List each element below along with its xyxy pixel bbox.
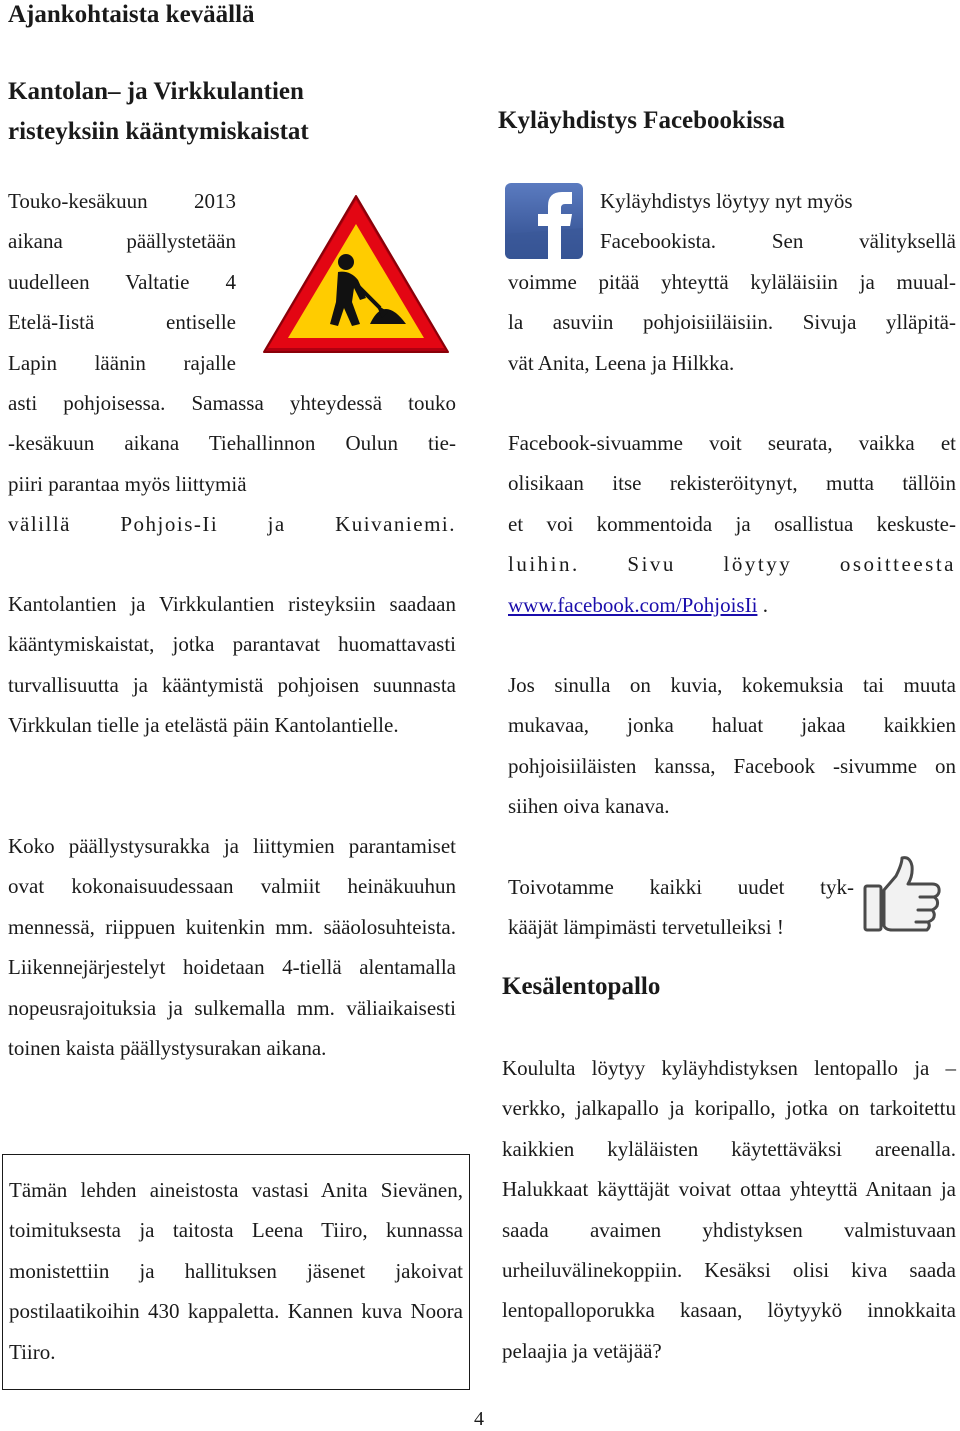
text-line: Touko-kesäkuun 2013: [8, 189, 236, 213]
text-line: -kesäkuun aikana Tiehallinnon Oulun tie-: [8, 431, 456, 456]
schedule-paragraph: Koko päällystysurakka ja liittymien parantamiset ovat kokonaisuudessaan valmiit heinäkuuhun mennessä, riippuen kuitenkin mm. sääolosuhteista. Liikennejärjestelyt hoidetaan 4-tiellä alentamalla nopeusrajoituksia ja sulkemalla mm. väliaikaisesti toinen kaista päällystysurakan aikana.: [8, 834, 456, 1061]
volleyball-paragraph: Koululta löytyy kyläyhdistyksen lentopallo ja –verkko, jalkapallo ja koripallo, jotka on tarkoitettu kaikkien kyläläisten käytettäväksi areenalla. Halukkaat käyttäjät voivat ottaa yhteyttä Anitaan ja saada avaimen yhdistyksen valmistuvaan urheiluvälinekoppiin. Kesäksi olisi kiva saada lentopalloporukka kasaan, löytyykö innokkaita pelaajia ja vetäjää?: [502, 1056, 956, 1363]
facebook-intro-paragraph: [508, 181, 956, 383]
headline-line: risteyksiin kääntymiskaistat: [8, 118, 309, 145]
credits-box: [2, 1154, 470, 1390]
text-line: la asuviin pohjoisiiläisiin. Sivuja ylläpitä-: [508, 310, 956, 335]
text-line: uudelleen Valtatie 4: [8, 269, 236, 294]
text-line: Lapin läänin rajalle: [8, 350, 236, 375]
text-line: Facebookista. Sen välityksellä: [600, 229, 956, 254]
text-line: asti pohjoisessa. Samassa yhteydessä touko: [8, 391, 456, 416]
text-line: luihin. Sivu löytyy osoitteesta: [508, 552, 956, 577]
text-line: piiri parantaa myös liittymiä: [8, 471, 247, 496]
headline: [8, 72, 448, 152]
text-line: Etelä-Iistä entiselle: [8, 310, 236, 335]
facebook-section-title: Kyläyhdistys Facebookissa: [498, 107, 785, 134]
facebook-page-link[interactable]: www.facebook.com/PohjoisIi: [508, 592, 758, 617]
text-line: aikana päällystetään: [8, 229, 236, 254]
credits-text: Tämän lehden aineistosta vastasi Anita Sievänen, toimituksesta ja taitosta Leena Tiiro, kunnassa monistettiin ja hallituksen jäsenet jakoivat postilaatikoihin 430 kappaletta. Kannen kuva Noora Tiiro.: [9, 1178, 463, 1364]
volleyball-section-title: Kesälentopallo: [502, 973, 661, 1000]
text-line: Kyläyhdistys löytyy nyt myös: [600, 189, 853, 213]
facebook-follow-paragraph: [508, 423, 956, 625]
text-line: et voi kommentoida ja osallistua keskuste-: [508, 511, 956, 536]
section-title: Ajankohtaista keväällä: [8, 1, 255, 28]
text-line: Facebook-sivuamme voit seurata, vaikka et: [508, 431, 956, 455]
crossing-paragraph: Kantolantien ja Virkkulantien risteyksiin saadaan kääntymiskaistat, jotka parantavat huomattavasti turvallisuutta ja kääntymistä pohjoisen suunnasta Virkkulan tielle ja etelästä päin Kantolantielle.: [8, 592, 456, 738]
facebook-share-paragraph: Jos sinulla on kuvia, kokemuksia tai muuta mukavaa, jonka haluat jakaa kaikkien pohjoisiiläisten kanssa, Facebook -sivumme on siihen oiva kanava.: [508, 673, 956, 819]
text-line: voimme pitää yhteyttä kyläläisiin ja muual-: [508, 269, 956, 294]
text-line: [508, 585, 956, 625]
page-number: 4: [474, 1408, 484, 1430]
thumbs-up-icon: [862, 854, 942, 934]
intro-paragraph: [8, 181, 456, 545]
text-line: kääjät lämpimästi tervetulleiksi !: [508, 915, 784, 940]
headline-line: Kantolan– ja Virkkulantien: [8, 78, 304, 105]
text-line: olisikaan itse rekisteröitynyt, mutta tällöin: [508, 471, 956, 496]
text-line: välillä Pohjois-Ii ja Kuivaniemi.: [8, 512, 456, 537]
link-trailing-text: .: [757, 592, 768, 617]
text-line: Toivotamme kaikki uudet tyk-: [508, 875, 854, 899]
text-line: vät Anita, Leena ja Hilkka.: [508, 350, 735, 375]
